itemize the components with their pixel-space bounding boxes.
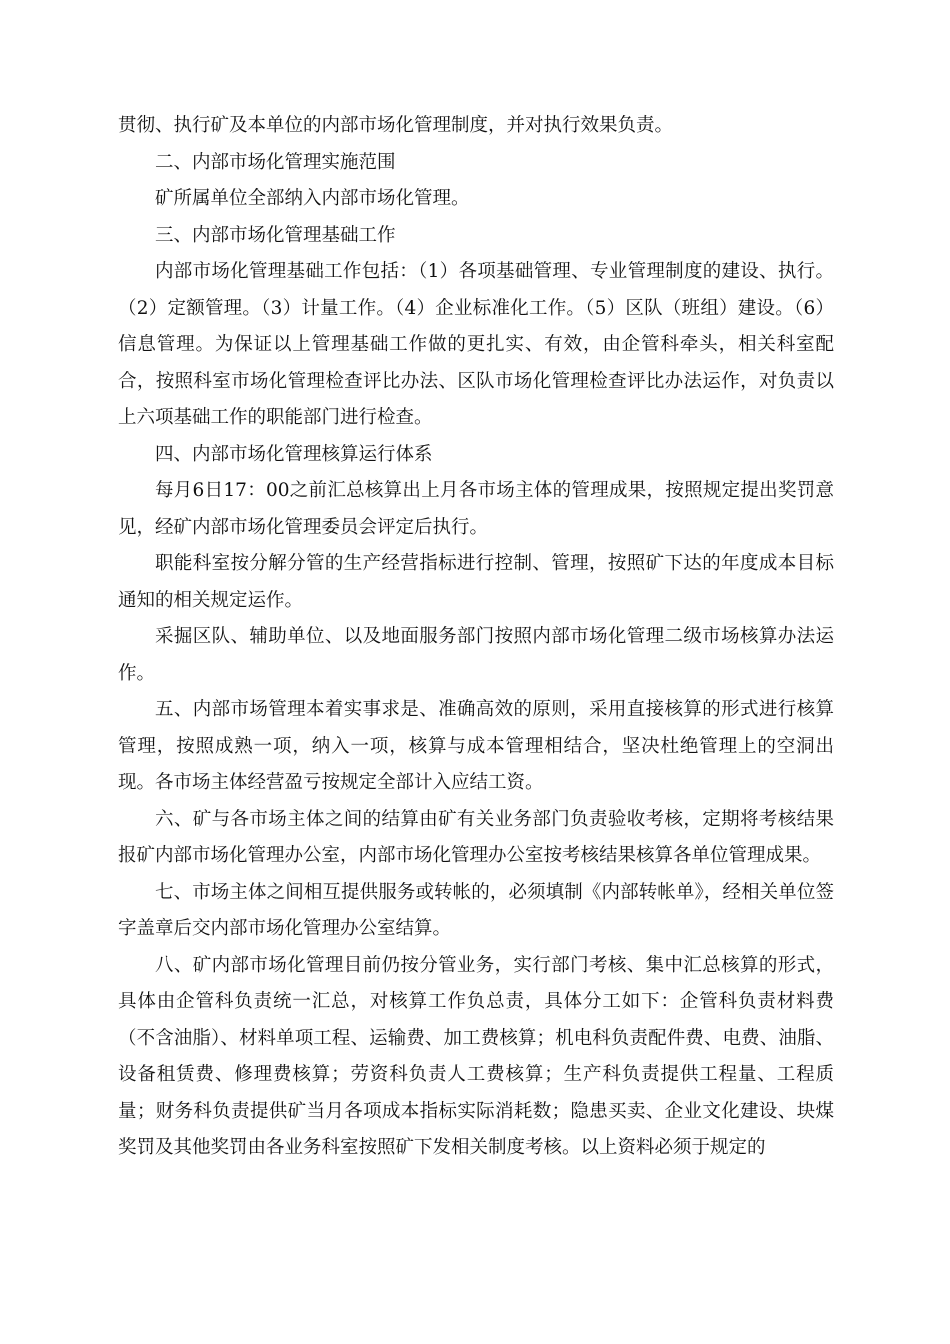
paragraph-monthly-accounting: 每月6日17：00之前汇总核算出上月各市场主体的管理成果，按照规定提出奖罚意见，经矿内部市场化管理委员会评定后执行。 xyxy=(118,480,834,538)
paragraph-continuation: 贯彻、执行矿及本单位的内部市场化管理制度，并对执行效果负责。 xyxy=(118,115,674,136)
paragraph-section-6: 六、矿与各市场主体之间的结算由矿有关业务部门负责验收考核，定期将考核结果报矿内部市场化管理办公室，内部市场化管理办公室按考核结果核算各单位管理成果。 xyxy=(118,808,834,866)
section-heading-2: 二、内部市场化管理实施范围 xyxy=(155,151,396,173)
paragraph-functional-departments: 职能科室按分解分管的生产经营指标进行控制、管理，按照矿下达的年度成本目标通知的相关规定运作。 xyxy=(118,553,834,611)
paragraph-basic-work: 内部市场化管理基础工作包括：（1）各项基础管理、专业管理制度的建设、执行。（2）定额管理。（3）计量工作。（4）企业标准化工作。（5）区队（班组）建设。（6）信息管理。为保证以上管理基础工作做的更扎实、有效，由企管科牵头，相关科室配合，按照科室市场化管理检查评比办法、区队市场化管理检查评比办法运作，对负责以上六项基础工作的职能部门进行检查。 xyxy=(118,261,834,428)
paragraph-section-8: 八、矿内部市场化管理目前仍按分管业务，实行部门考核、集中汇总核算的形式，具体由企管科负责统一汇总，对核算工作负总责，具体分工如下：企管科负责材料费（不含油脂）、材料单项工程、运输费、加工费核算；机电科负责配件费、电费、油脂、设备租赁费、修理费核算；劳资科负责人工费核算；生产科负责提供工程量、工程质量；财务科负责提供矿当月各项成本指标实际消耗数；隐患买卖、企业文化建设、块煤奖罚及其他奖罚由各业务科室按照矿下发相关制度考核。以上资料必须于规定的 xyxy=(118,954,834,1158)
section-heading-4: 四、内部市场化管理核算运行体系 xyxy=(155,443,433,465)
paragraph-scope: 矿所属单位全部纳入内部市场化管理。 xyxy=(155,188,470,209)
section-heading-3: 三、内部市场化管理基础工作 xyxy=(155,224,396,246)
paragraph-mining-teams: 采掘区队、辅助单位、以及地面服务部门按照内部市场化管理二级市场核算办法运作。 xyxy=(118,626,834,684)
document-body xyxy=(118,108,834,1167)
paragraph-section-5: 五、内部市场管理本着实事求是、准确高效的原则，采用直接核算的形式进行核算管理，按照成熟一项，纳入一项，核算与成本管理相结合，坚决杜绝管理上的空洞出现。各市场主体经营盈亏按规定全部计入应结工资。 xyxy=(118,699,834,793)
paragraph-section-7: 七、市场主体之间相互提供服务或转帐的，必须填制《内部转帐单》，经相关单位签字盖章后交内部市场化管理办公室结算。 xyxy=(118,881,834,939)
